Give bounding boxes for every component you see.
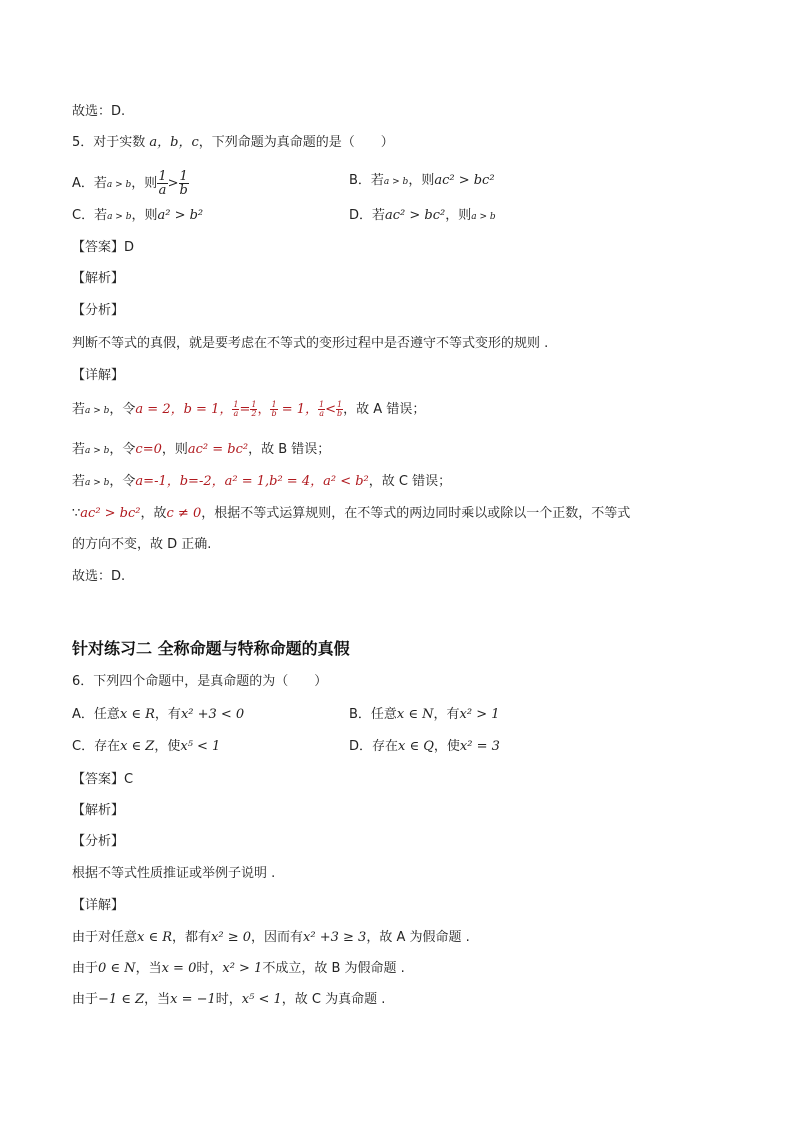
fraction-1-over-b: $\frac{1}{b}$ [179, 169, 188, 198]
q5-answer: 【答案】D [72, 240, 135, 255]
q5-option-c: C．若a > b，则a² > b² [72, 208, 204, 223]
q6-stem: 6．下列四个命题中，是真命题的为（ ） [72, 674, 328, 689]
q5-conclusion: 故选：D. [72, 569, 126, 584]
q5-detail-line-3: 若a > b，令a=-1，b=-2，a² = 1,b² = 4，a² < b²，故 C 错误； [72, 474, 452, 489]
q6-fenxi-label: 【分析】 [72, 834, 125, 849]
q6-jiexi-label: 【解析】 [72, 803, 125, 818]
q5-option-a: A．若a > b，则 $\frac{1}{a}$ > $\frac{1}{b}$ [72, 169, 188, 198]
q5-option-d: D．若ac² > bc²，则a > b [349, 208, 496, 223]
q5-detail-line-4: ∵ac² > bc²，故c ≠ 0，根据不等式运算规则，在不等式的两边同时乘以或除以一个正数，不等式 [72, 506, 631, 521]
q6-detail-line-2: 由于0 ∈ N，当x = 0时，x² > 1不成立，故 B 为假命题 . [72, 961, 405, 976]
fraction-1-over-a: $\frac{1}{a}$ [158, 169, 167, 198]
q6-option-d: D．存在x ∈ Q，使x² = 3 [349, 739, 500, 754]
q5-detail-line-5: 的方向不变，故 D 正确. [72, 537, 212, 552]
q5-detail-line-1: 若a > b，令a = 2，b = 1， $\frac{1}{a}$ = $\frac{1}{2}$ ， $\frac{1}{b}$ = 1， $\frac{1}{a}$ < $\frac{1}{b}$ ，故 A 错误； [72, 400, 426, 418]
q6-option-a: A．任意x ∈ R，有x² +3 < 0 [72, 707, 245, 722]
q6-option-b: B．任意x ∈ N，有x² > 1 [349, 707, 500, 722]
q5-fenxi-text: 判断不等式的真假，就是要考虑在不等式的变形过程中是否遵守不等式变形的规则 . [72, 336, 549, 351]
q6-detail-line-3: 由于−1 ∈ Z，当x = −1时，x⁵ < 1，故 C 为真命题 . [72, 992, 386, 1007]
q5-jiexi-label: 【解析】 [72, 271, 125, 286]
q6-fenxi-text: 根据不等式性质推证或举例子说明 . [72, 866, 276, 881]
q6-xiangjie-label: 【详解】 [72, 898, 125, 913]
q5-xiangjie-label: 【详解】 [72, 368, 125, 383]
q6-detail-line-1: 由于对任意x ∈ R，都有x² ≥ 0，因而有x² +3 ≥ 3，故 A 为假命题 . [72, 930, 470, 945]
q6-option-c: C．存在x ∈ Z，使x⁵ < 1 [72, 739, 221, 754]
q5-option-b: B．若a > b，则ac² > bc² [349, 173, 495, 188]
q5-stem: 5．对于实数 a，b，c，下列命题为真命题的是（ ） [72, 135, 394, 150]
q5-detail-line-2: 若a > b，令c=0，则ac² = bc²，故 B 错误； [72, 442, 331, 457]
prev-conclusion: 故选：D. [72, 104, 126, 119]
q6-answer: 【答案】C [72, 772, 134, 787]
section-heading: 针对练习二 全称命题与特称命题的真假 [72, 639, 350, 658]
q5-fenxi-label: 【分析】 [72, 303, 125, 318]
